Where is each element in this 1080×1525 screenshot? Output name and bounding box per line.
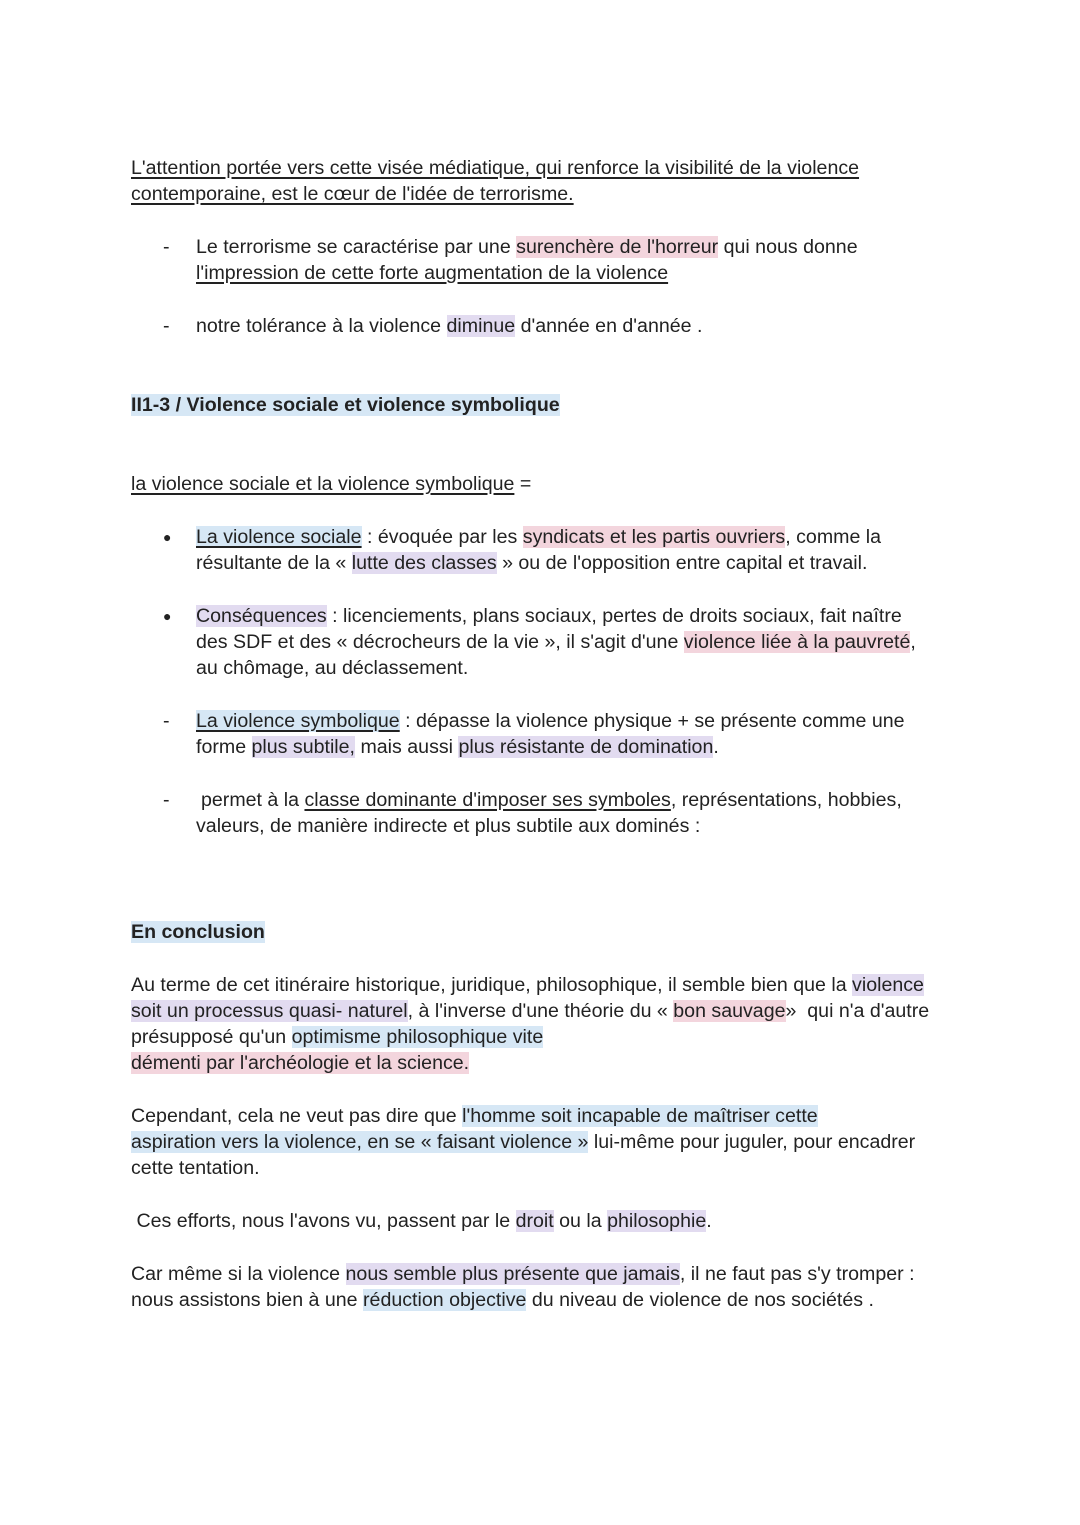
- intro-line-2: contemporaine, est le cœur de l'idée de terrorisme.: [131, 183, 574, 205]
- conclusion-p1-line-1: Au terme de cet itinéraire historique, juridique, philosophique, il semble bien que la violence: [131, 974, 924, 996]
- bullet-marker: ●: [163, 529, 172, 545]
- conclusion-p1-line-2: soit un processus quasi- naturel, à l'inverse d'une théorie du « bon sauvage» qui n'a d'autre: [131, 1000, 930, 1022]
- bullet-marker: ●: [163, 608, 172, 624]
- conclusion-p2-line-3: cette tentation.: [131, 1157, 260, 1179]
- conclusion-p4-line-2: nous assistons bien à une réduction objective du niveau de violence de nos sociétés .: [131, 1289, 874, 1311]
- intro-line-1: L'attention portée vers cette visée médiatique, qui renforce la visibilité de la violence: [131, 157, 860, 179]
- terrorism-item-1-cont: l'impression de cette forte augmentation de la violence: [196, 262, 669, 284]
- section-title: II1-3 / Violence sociale et violence symbolique: [131, 394, 560, 416]
- symbolic-line-2: forme plus subtile, mais aussi plus résistante de domination.: [196, 736, 719, 758]
- conclusion-p3: Ces efforts, nous l'avons vu, passent par le droit ou la philosophie.: [131, 1210, 712, 1232]
- terrorism-item-2: notre tolérance à la violence diminue d'année en d'année .: [196, 315, 703, 337]
- social-line-2: résultante de la « lutte des classes » ou de l'opposition entre capital et travail.: [196, 552, 868, 574]
- social-line-1: La violence sociale : évoquée par les syndicats et les partis ouvriers, comme la: [196, 526, 882, 548]
- conclusion-p4-line-1: Car même si la violence nous semble plus présente que jamais, il ne faut pas s'y tromper :: [131, 1263, 915, 1285]
- dash-marker: -: [163, 789, 170, 811]
- dominant-line-2: valeurs, de manière indirecte et plus subtile aux dominés :: [196, 815, 701, 837]
- terrorism-item-1: Le terrorisme se caractérise par une surenchère de l'horreur qui nous donne: [196, 236, 858, 258]
- dash-marker: -: [163, 236, 170, 258]
- conclusion-p1-line-3: présupposé qu'un optimisme philosophique vite: [131, 1026, 544, 1048]
- dominant-line-1: permet à la classe dominante d'imposer ses symboles, représentations, hobbies,: [201, 789, 902, 811]
- consequences-line-1: Conséquences : licenciements, plans sociaux, pertes de droits sociaux, fait naître: [196, 605, 902, 627]
- conclusion-p2-line-2: aspiration vers la violence, en se « faisant violence » lui-même pour juguler, pour encadrer: [131, 1131, 916, 1153]
- dash-marker: -: [163, 710, 170, 732]
- conclusion-title: En conclusion: [131, 921, 265, 943]
- dash-marker: -: [163, 315, 170, 337]
- definition-intro: la violence sociale et la violence symbolique =: [131, 473, 532, 495]
- symbolic-line-1: La violence symbolique : dépasse la violence physique + se présente comme une: [196, 710, 905, 732]
- conclusion-p2-line-1: Cependant, cela ne veut pas dire que l'homme soit incapable de maîtriser cette: [131, 1105, 818, 1127]
- consequences-line-2: des SDF et des « décrocheurs de la vie », il s'agit d'une violence liée à la pauvreté,: [196, 631, 916, 653]
- conclusion-p1-line-4: démenti par l'archéologie et la science.: [131, 1052, 470, 1074]
- consequences-line-3: au chômage, au déclassement.: [196, 657, 469, 679]
